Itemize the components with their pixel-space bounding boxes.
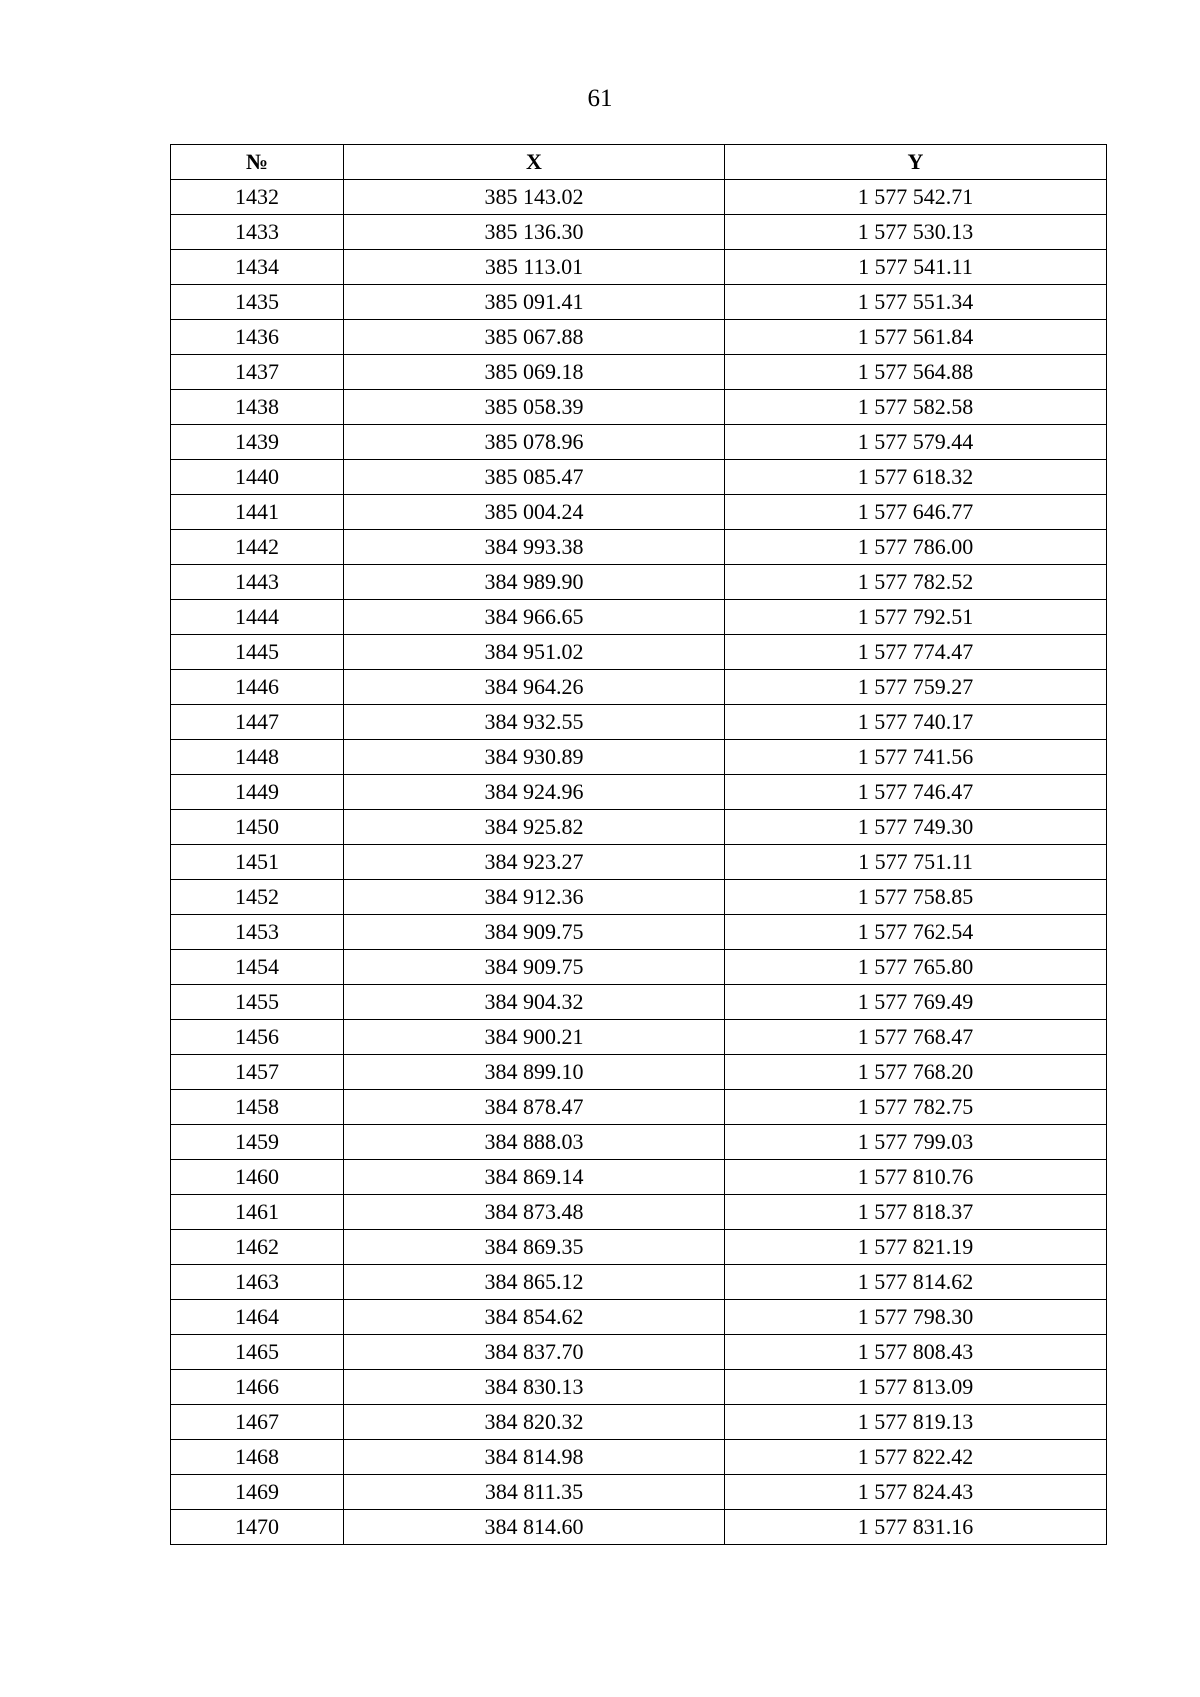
cell-x: 384 966.65 [344, 600, 725, 635]
table-row [171, 1475, 1107, 1510]
cell-y: 1 577 808.43 [725, 1335, 1107, 1370]
cell-y: 1 577 551.34 [725, 285, 1107, 320]
cell-number: 1433 [171, 215, 344, 250]
cell-number: 1460 [171, 1160, 344, 1195]
header-x: X [344, 145, 725, 180]
cell-x: 384 814.60 [344, 1510, 725, 1545]
table-row [171, 600, 1107, 635]
cell-x: 384 951.02 [344, 635, 725, 670]
cell-number: 1469 [171, 1475, 344, 1510]
cell-number: 1439 [171, 425, 344, 460]
cell-number: 1466 [171, 1370, 344, 1405]
cell-x: 384 904.32 [344, 985, 725, 1020]
cell-x: 385 143.02 [344, 180, 725, 215]
table-row [171, 1230, 1107, 1265]
cell-y: 1 577 579.44 [725, 425, 1107, 460]
cell-number: 1451 [171, 845, 344, 880]
cell-y: 1 577 751.11 [725, 845, 1107, 880]
cell-x: 384 924.96 [344, 775, 725, 810]
cell-y: 1 577 774.47 [725, 635, 1107, 670]
table-row [171, 425, 1107, 460]
cell-number: 1440 [171, 460, 344, 495]
cell-number: 1434 [171, 250, 344, 285]
cell-number: 1459 [171, 1125, 344, 1160]
cell-number: 1458 [171, 1090, 344, 1125]
cell-y: 1 577 646.77 [725, 495, 1107, 530]
table-row [171, 950, 1107, 985]
cell-number: 1454 [171, 950, 344, 985]
table-row [171, 1055, 1107, 1090]
cell-x: 384 899.10 [344, 1055, 725, 1090]
cell-number: 1441 [171, 495, 344, 530]
table-header [171, 145, 1107, 180]
cell-number: 1438 [171, 390, 344, 425]
cell-number: 1449 [171, 775, 344, 810]
cell-x: 384 888.03 [344, 1125, 725, 1160]
cell-y: 1 577 758.85 [725, 880, 1107, 915]
table-row [171, 670, 1107, 705]
table-row [171, 1265, 1107, 1300]
cell-x: 385 004.24 [344, 495, 725, 530]
page-number: 61 [587, 85, 613, 112]
cell-y: 1 577 740.17 [725, 705, 1107, 740]
cell-number: 1457 [171, 1055, 344, 1090]
cell-y: 1 577 768.20 [725, 1055, 1107, 1090]
header-y: Y [725, 145, 1107, 180]
table-row [171, 180, 1107, 215]
cell-number: 1443 [171, 565, 344, 600]
cell-y: 1 577 759.27 [725, 670, 1107, 705]
table-row [171, 530, 1107, 565]
table-row [171, 635, 1107, 670]
cell-x: 384 830.13 [344, 1370, 725, 1405]
table-row [171, 1090, 1107, 1125]
table-row [171, 775, 1107, 810]
cell-y: 1 577 824.43 [725, 1475, 1107, 1510]
cell-y: 1 577 782.75 [725, 1090, 1107, 1125]
cell-number: 1446 [171, 670, 344, 705]
cell-x: 384 912.36 [344, 880, 725, 915]
cell-number: 1464 [171, 1300, 344, 1335]
cell-x: 385 069.18 [344, 355, 725, 390]
cell-x: 384 964.26 [344, 670, 725, 705]
cell-x: 384 909.75 [344, 915, 725, 950]
cell-x: 384 869.14 [344, 1160, 725, 1195]
cell-y: 1 577 814.62 [725, 1265, 1107, 1300]
cell-x: 384 923.27 [344, 845, 725, 880]
cell-x: 384 865.12 [344, 1265, 725, 1300]
cell-y: 1 577 810.76 [725, 1160, 1107, 1195]
cell-x: 384 878.47 [344, 1090, 725, 1125]
table-row [171, 565, 1107, 600]
cell-number: 1468 [171, 1440, 344, 1475]
cell-y: 1 577 582.58 [725, 390, 1107, 425]
cell-number: 1465 [171, 1335, 344, 1370]
table-row [171, 985, 1107, 1020]
table-row [171, 1020, 1107, 1055]
cell-y: 1 577 762.54 [725, 915, 1107, 950]
table-row [171, 915, 1107, 950]
cell-number: 1463 [171, 1265, 344, 1300]
table-row [171, 1335, 1107, 1370]
cell-y: 1 577 798.30 [725, 1300, 1107, 1335]
cell-x: 385 058.39 [344, 390, 725, 425]
cell-y: 1 577 618.32 [725, 460, 1107, 495]
table-row [171, 1405, 1107, 1440]
cell-x: 384 820.32 [344, 1405, 725, 1440]
cell-y: 1 577 741.56 [725, 740, 1107, 775]
cell-x: 384 873.48 [344, 1195, 725, 1230]
cell-x: 384 930.89 [344, 740, 725, 775]
cell-x: 384 909.75 [344, 950, 725, 985]
table-row [171, 1300, 1107, 1335]
table-row [171, 1195, 1107, 1230]
table-body [171, 180, 1107, 1545]
cell-y: 1 577 765.80 [725, 950, 1107, 985]
cell-x: 384 989.90 [344, 565, 725, 600]
table-row [171, 390, 1107, 425]
table-row [171, 495, 1107, 530]
table-row [171, 740, 1107, 775]
cell-number: 1452 [171, 880, 344, 915]
cell-y: 1 577 819.13 [725, 1405, 1107, 1440]
table-row [171, 215, 1107, 250]
table-row [171, 1510, 1107, 1545]
table-row [171, 320, 1107, 355]
table-row [171, 845, 1107, 880]
cell-y: 1 577 542.71 [725, 180, 1107, 215]
cell-y: 1 577 813.09 [725, 1370, 1107, 1405]
cell-x: 384 925.82 [344, 810, 725, 845]
cell-number: 1444 [171, 600, 344, 635]
cell-x: 384 854.62 [344, 1300, 725, 1335]
cell-y: 1 577 746.47 [725, 775, 1107, 810]
cell-number: 1442 [171, 530, 344, 565]
cell-y: 1 577 792.51 [725, 600, 1107, 635]
cell-x: 384 814.98 [344, 1440, 725, 1475]
cell-x: 384 811.35 [344, 1475, 725, 1510]
cell-y: 1 577 831.16 [725, 1510, 1107, 1545]
cell-number: 1467 [171, 1405, 344, 1440]
cell-number: 1455 [171, 985, 344, 1020]
cell-y: 1 577 561.84 [725, 320, 1107, 355]
cell-y: 1 577 564.88 [725, 355, 1107, 390]
cell-number: 1450 [171, 810, 344, 845]
cell-number: 1456 [171, 1020, 344, 1055]
cell-y: 1 577 822.42 [725, 1440, 1107, 1475]
cell-x: 385 067.88 [344, 320, 725, 355]
cell-number: 1437 [171, 355, 344, 390]
cell-x: 384 837.70 [344, 1335, 725, 1370]
table-row [171, 880, 1107, 915]
cell-number: 1435 [171, 285, 344, 320]
table-row [171, 460, 1107, 495]
cell-number: 1453 [171, 915, 344, 950]
cell-y: 1 577 769.49 [725, 985, 1107, 1020]
cell-y: 1 577 821.19 [725, 1230, 1107, 1265]
table-row [171, 250, 1107, 285]
cell-number: 1461 [171, 1195, 344, 1230]
header-number: № [171, 145, 344, 180]
table-row [171, 1160, 1107, 1195]
cell-x: 385 091.41 [344, 285, 725, 320]
cell-x: 385 136.30 [344, 215, 725, 250]
cell-x: 384 900.21 [344, 1020, 725, 1055]
cell-y: 1 577 530.13 [725, 215, 1107, 250]
cell-x: 385 078.96 [344, 425, 725, 460]
coordinates-table [170, 144, 1107, 1545]
table-row [171, 1370, 1107, 1405]
cell-y: 1 577 768.47 [725, 1020, 1107, 1055]
cell-number: 1432 [171, 180, 344, 215]
table-row [171, 1125, 1107, 1160]
table-row [171, 705, 1107, 740]
cell-number: 1448 [171, 740, 344, 775]
table-row [171, 1440, 1107, 1475]
table-row [171, 285, 1107, 320]
cell-y: 1 577 782.52 [725, 565, 1107, 600]
cell-y: 1 577 799.03 [725, 1125, 1107, 1160]
cell-x: 384 993.38 [344, 530, 725, 565]
cell-number: 1447 [171, 705, 344, 740]
cell-number: 1445 [171, 635, 344, 670]
cell-y: 1 577 818.37 [725, 1195, 1107, 1230]
cell-number: 1462 [171, 1230, 344, 1265]
cell-x: 384 932.55 [344, 705, 725, 740]
table-row [171, 355, 1107, 390]
cell-x: 385 113.01 [344, 250, 725, 285]
table-row [171, 810, 1107, 845]
cell-x: 384 869.35 [344, 1230, 725, 1265]
cell-number: 1470 [171, 1510, 344, 1545]
cell-y: 1 577 786.00 [725, 530, 1107, 565]
cell-x: 385 085.47 [344, 460, 725, 495]
cell-number: 1436 [171, 320, 344, 355]
cell-y: 1 577 541.11 [725, 250, 1107, 285]
cell-y: 1 577 749.30 [725, 810, 1107, 845]
header-row [171, 145, 1107, 180]
